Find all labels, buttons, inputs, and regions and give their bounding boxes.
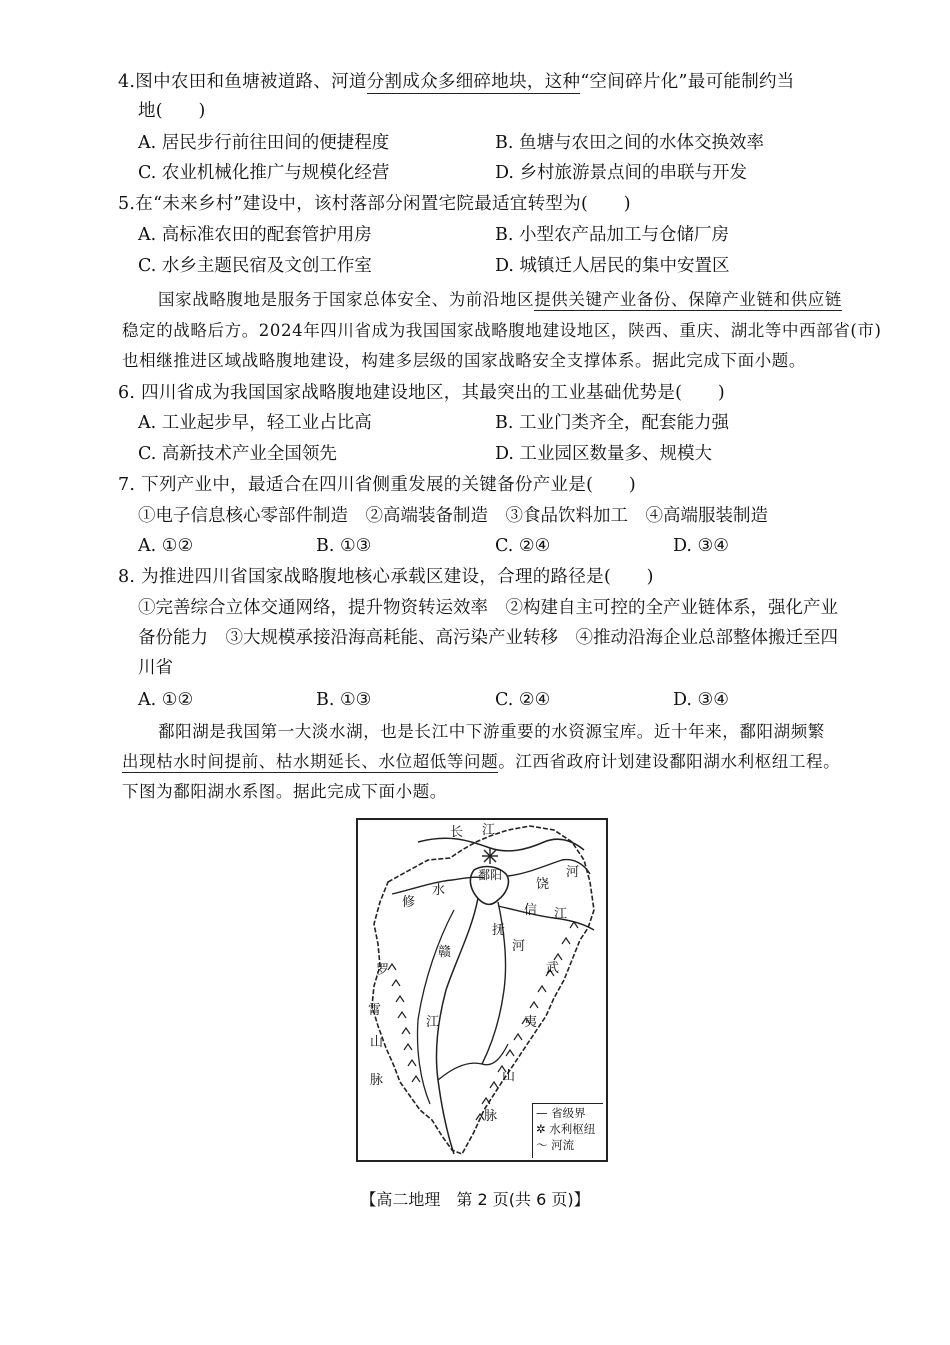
south-river — [438, 1044, 508, 1080]
label-he1: 河 — [566, 865, 580, 880]
yangtze-river — [418, 838, 584, 851]
q4-stem-part: 4.图中农田和鱼塘被道路、河道 — [118, 72, 367, 92]
q8-option-c: C. ②④ — [495, 690, 551, 710]
label-rao: 饶 — [536, 877, 550, 892]
passage2-text: 国家战略腹地是服务于国家总体安全、为前沿地区 — [158, 290, 535, 309]
q8-items-line3: 川省 — [138, 658, 173, 678]
q4-option-c: C. 农业机械化推广与规模化经营 — [138, 163, 390, 183]
label-chang: 长 — [450, 825, 464, 840]
q7-option-c: C. ②④ — [495, 536, 551, 556]
q4-stem-line2: 地( ) — [138, 101, 206, 121]
label-xiao: 霄 — [368, 1003, 382, 1018]
q8-option-b: B. ①③ — [316, 690, 372, 710]
label-xiu: 修 — [402, 895, 416, 910]
q6-option-d: D. 工业园区数量多、规模大 — [495, 444, 713, 464]
q7-option-b: B. ①③ — [316, 536, 372, 556]
label-gan: 赣 — [438, 945, 452, 960]
label-wu: 武 — [546, 961, 560, 976]
passage2-line1 — [158, 289, 842, 311]
passage2-underlined-text: 提供关键产业备份、保障产业链和供应链 — [534, 290, 843, 309]
q4-option-b: B. 鱼塘与农田之间的水体交换效率 — [495, 133, 764, 153]
label-xin: 信 — [524, 903, 538, 918]
gan-basin-west — [418, 910, 455, 1104]
legend-border-label: 省级界 — [551, 1106, 586, 1120]
q4-option-a: A. 居民步行前往田间的便捷程度 — [138, 133, 390, 153]
label-shan2: 山 — [370, 1035, 384, 1050]
q7-stem: 7. 下列产业中，最适合在四川省侧重发展的关键备份产业是( ) — [118, 475, 637, 495]
label-jiang3: 江 — [426, 1015, 440, 1030]
q6-stem: 6. 四川省成为我国国家战略腹地建设地区，其最突出的工业基础优势是( ) — [118, 383, 726, 403]
label-poyang: 鄱阳 — [478, 868, 503, 882]
q8-items-line1: ①完善综合立体交通网络，提升物资转运效率 ②构建自主可控的全产业链体系，强化产业 — [138, 598, 838, 618]
q4-stem-line1 — [118, 71, 795, 93]
passage3-text: 。江西省政府计划建设鄱阳湖水利枢纽工程。 — [498, 752, 841, 771]
passage3-line2 — [122, 751, 840, 773]
q6-option-b: B. 工业门类齐全，配套能力强 — [495, 413, 729, 433]
passage3-line1: 鄱阳湖是我国第一大淡水湖，也是长江中下游重要的水资源宝库。近十年来，鄱阳湖频繁 — [158, 722, 825, 741]
passage3-line3: 下图为鄱阳湖水系图。据此完成下面小题。 — [122, 782, 447, 801]
q5-option-c: C. 水乡主题民宿及文创工作室 — [138, 256, 372, 276]
q8-option-d: D. ③④ — [673, 690, 729, 710]
page-footer: 【高二地理 第 2 页(共 6 页)】 — [360, 1190, 590, 1209]
q5-option-b: B. 小型农产品加工与仓储厂房 — [495, 225, 729, 245]
legend-river: 〜 河流 — [536, 1138, 575, 1152]
label-yi: 夷 — [524, 1015, 538, 1030]
q4-option-d: D. 乡村旅游景点间的串联与开发 — [495, 163, 748, 183]
label-he2: 河 — [512, 939, 526, 954]
q8-stem: 8. 为推进四川省国家战略腹地核心承载区建设，合理的路径是( ) — [118, 567, 654, 587]
gan-river — [436, 898, 478, 1154]
label-jiang2: 江 — [554, 907, 568, 922]
label-mai2: 脉 — [370, 1073, 384, 1088]
passage3-underlined-text: 出现枯水时间提前、枯水期延长、水位超低等问题 — [122, 752, 499, 771]
q4-underlined-text: 分割成众多细碎地块，这种 — [366, 72, 581, 92]
q4-stem-part: “空间碎片化”最可能制约当 — [580, 72, 795, 92]
label-mai1: 脉 — [484, 1109, 498, 1124]
label-fu: 抚 — [492, 923, 506, 938]
q6-option-a: A. 工业起步早，轻工业占比高 — [138, 413, 372, 433]
passage2-line2: 稳定的战略后方。2024年四川省成为我国国家战略腹地建设地区，陕西、重庆、湖北等中西部省(市) — [122, 321, 882, 340]
q7-items: ①电子信息核心零部件制造 ②高端装备制造 ③食品饮料加工 ④高端服装制造 — [138, 506, 768, 526]
q5-option-a: A. 高标准农田的配套管护用房 — [138, 225, 372, 245]
label-shan1: 山 — [502, 1069, 516, 1084]
label-luo: 罗 — [376, 963, 390, 978]
q5-stem: 5.在“未来乡村”建设中，该村落部分闲置宅院最适宜转型为( ) — [118, 194, 631, 214]
q8-option-a: A. ①② — [138, 690, 194, 710]
q6-option-c: C. 高新技术产业全国领先 — [138, 444, 337, 464]
dam-symbol — [482, 848, 498, 864]
label-shui: 水 — [432, 883, 446, 898]
legend-river-label: 河流 — [551, 1138, 575, 1152]
legend-dam-label: 水利枢纽 — [549, 1122, 596, 1136]
label-jiang: 江 — [482, 823, 496, 838]
q7-option-d: D. ③④ — [673, 536, 729, 556]
legend-dam: ✲ 水利枢纽 — [536, 1122, 596, 1136]
q8-items-line2: 备份能力 ③大规模承接沿海高耗能、高污染产业转移 ④推动沿海企业总部整体搬迁至四 — [138, 628, 838, 648]
map-legend — [532, 1103, 603, 1158]
xin-river — [498, 903, 594, 930]
q7-option-a: A. ①② — [138, 536, 194, 556]
q5-option-d: D. 城镇迁人居民的集中安置区 — [495, 256, 730, 276]
passage2-line3: 也相继推进区域战略腹地建设，构建多层级的国家战略安全支撑体系。据此完成下面小题。 — [122, 351, 806, 370]
legend-border: — 省级界 — [536, 1106, 586, 1120]
